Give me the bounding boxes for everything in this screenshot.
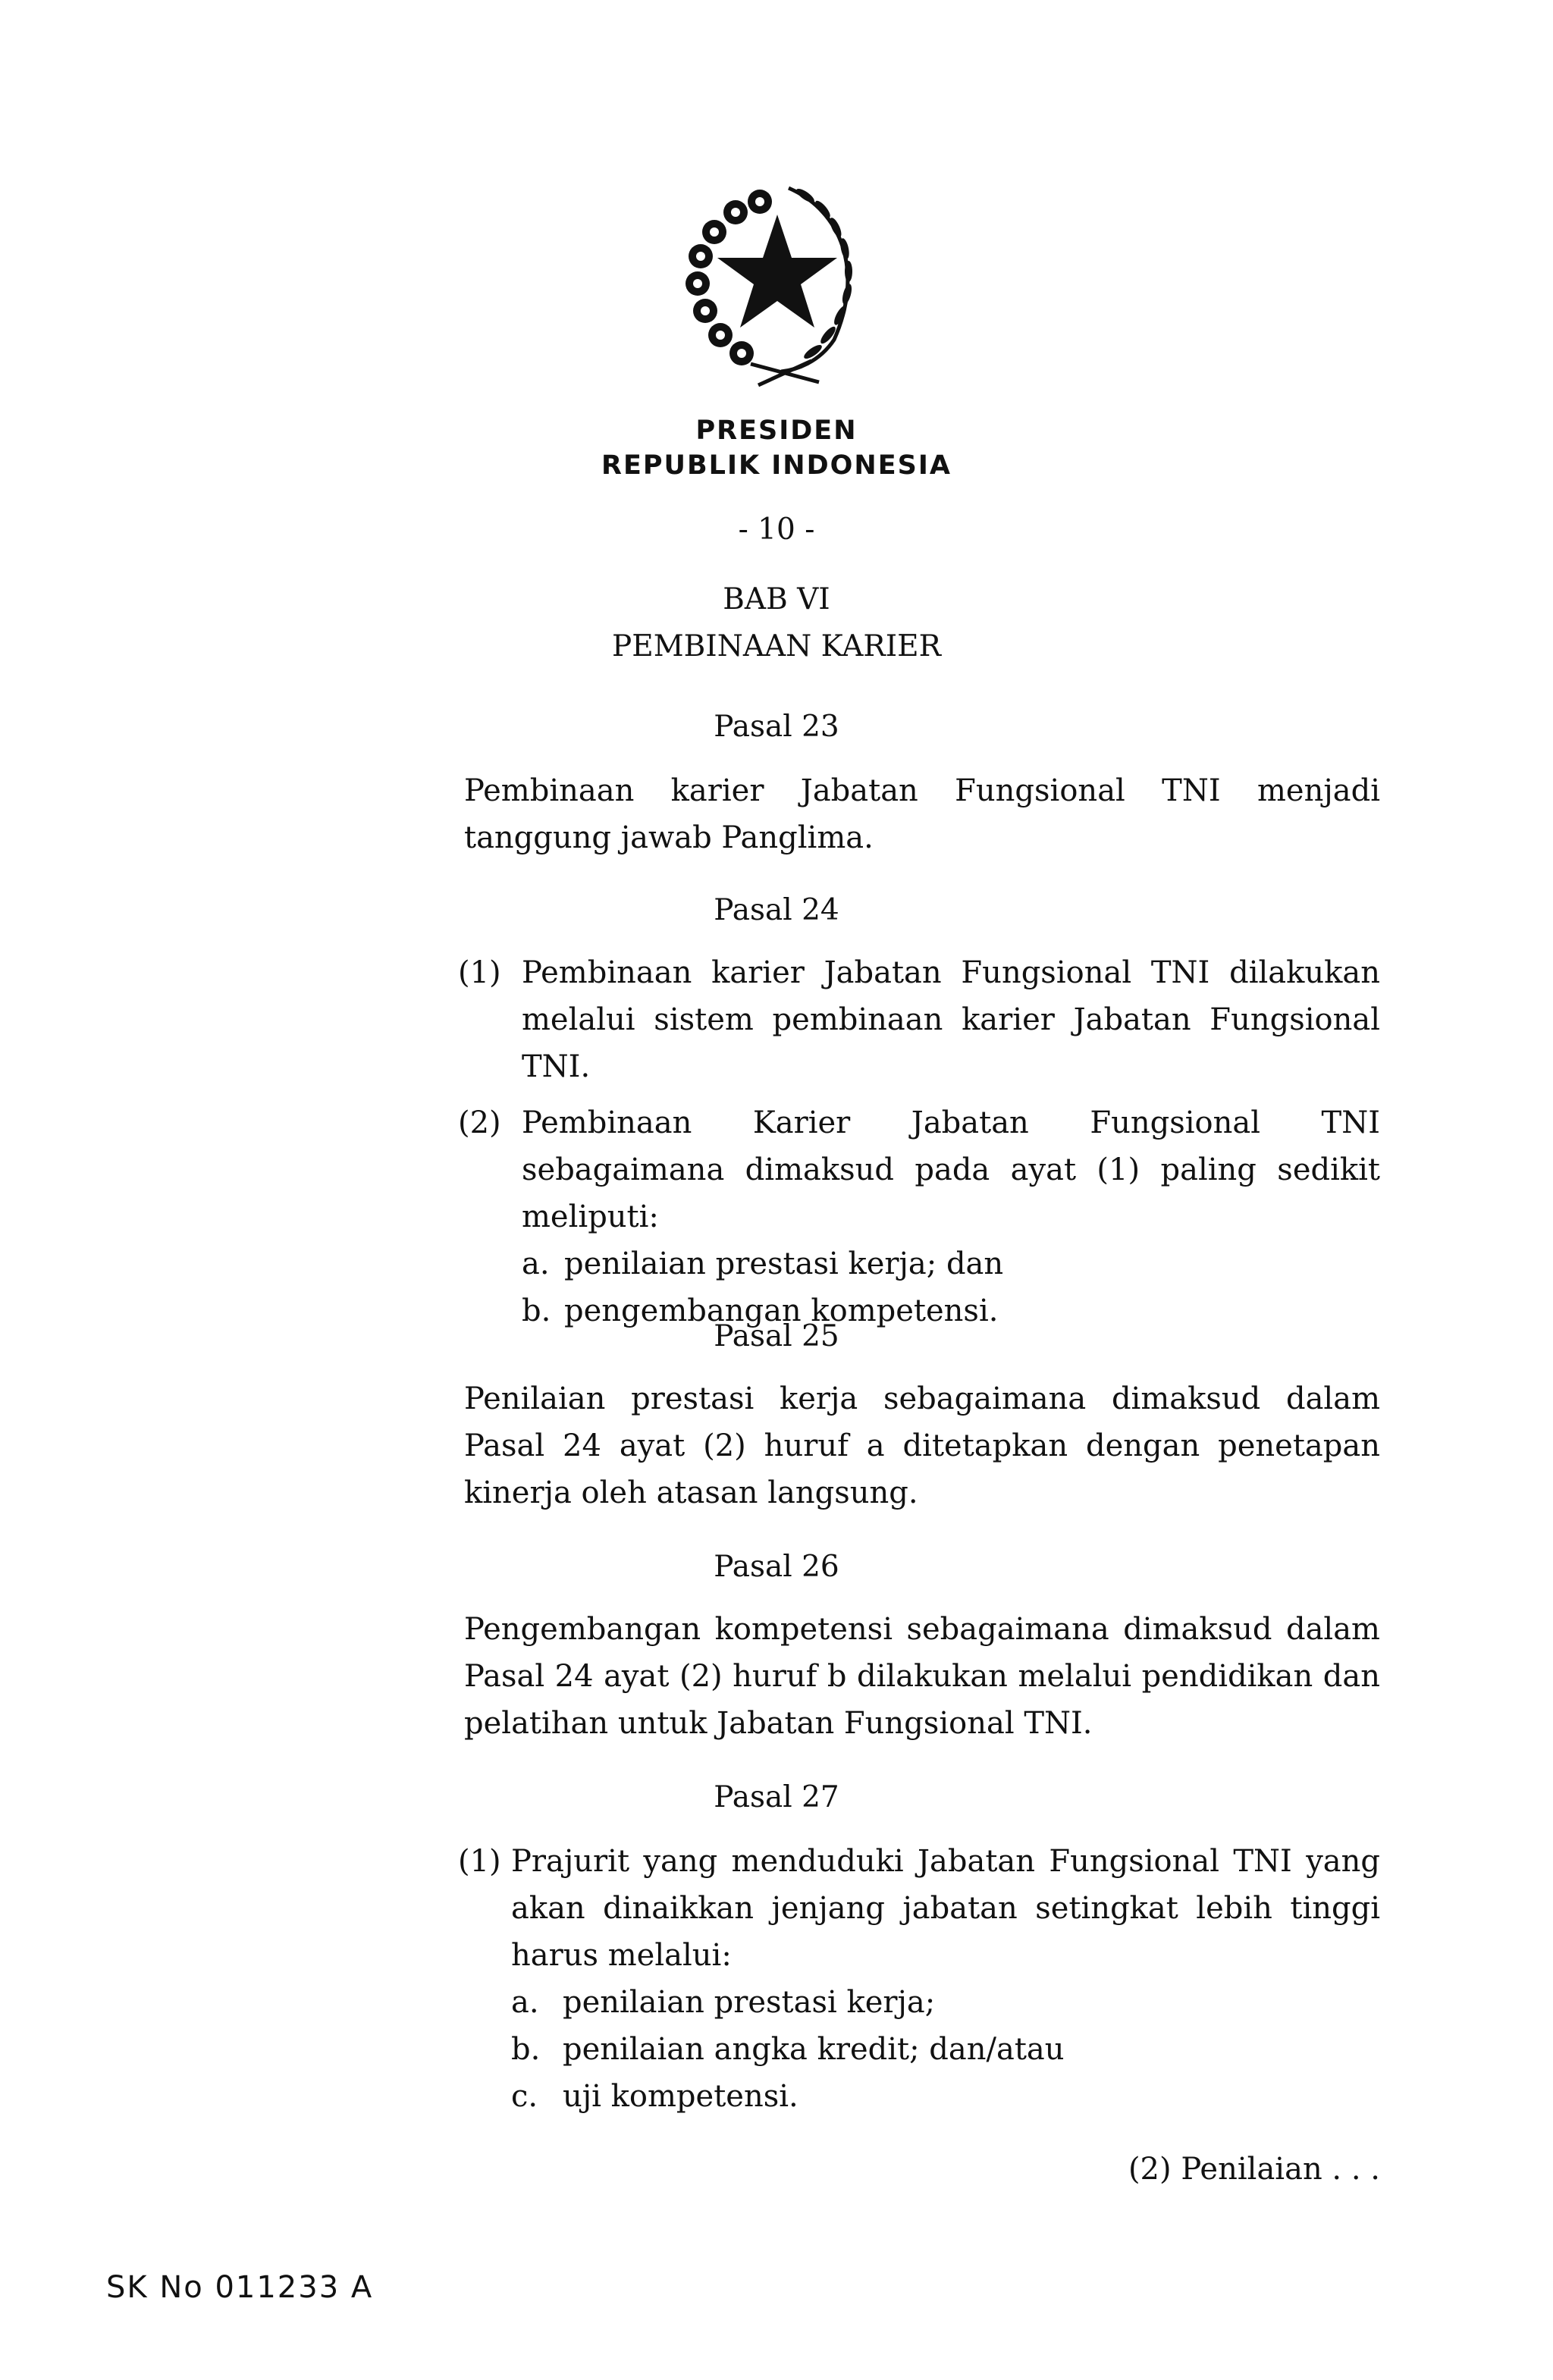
sub-item-letter: a. <box>511 1985 539 2020</box>
pasal-24-items <box>458 949 1380 1334</box>
pasal-23-title: Pasal 23 <box>714 710 839 744</box>
chapter-title: PEMBINAAN KARIER <box>611 629 941 663</box>
continuation-text: (2) Penilaian . . . <box>1128 2152 1380 2187</box>
sub-item-text: uji kompetensi. <box>563 2079 798 2114</box>
item-text: Pembinaan karier Jabatan Fungsional TNI dilakukan melalui sistem pembinaan karier Jabatan Fungsional TNI. <box>522 955 1380 1084</box>
sub-item-text: pengembangan kompetensi. <box>564 1293 999 1328</box>
item-body <box>511 1838 1380 2120</box>
item-body <box>522 1099 1380 1334</box>
item-text: Prajurit yang menduduki Jabatan Fungsional TNI yang akan dinaikkan jenjang jabatan setingkat lebih tinggi harus melalui: <box>511 1844 1380 1973</box>
item-number: (1) <box>458 1844 501 1879</box>
pasal-26-text: Pengembangan kompetensi sebagaimana dimaksud dalam Pasal 24 ayat (2) huruf b dilakukan melalui pendidikan dan pelatihan untuk Jabatan Fungsional TNI. <box>464 1612 1380 1741</box>
item-number: (1) <box>458 955 501 990</box>
pasal-25-text: Penilaian prestasi kerja sebagaimana dimaksud dalam Pasal 24 ayat (2) huruf a ditetapkan dengan penetapan kinerja oleh atasan langsung. <box>464 1381 1380 1510</box>
sub-item-text: penilaian angka kredit; dan/atau <box>563 2032 1065 2067</box>
sub-item-letter: b. <box>522 1293 551 1328</box>
page-number: - 10 - <box>738 513 815 547</box>
sub-item <box>511 1979 1380 2026</box>
sub-item-letter: c. <box>511 2079 538 2114</box>
header-republic: REPUBLIK INDONESIA <box>601 450 952 481</box>
sub-item <box>522 1240 1380 1287</box>
pasal-26-title: Pasal 26 <box>714 1550 839 1584</box>
item-number: (2) <box>458 1105 501 1140</box>
item-text: Pembinaan Karier Jabatan Fungsional TNI sebagaimana dimaksud pada ayat (1) paling sedikit meliputi: <box>522 1105 1380 1234</box>
sub-item-text: penilaian prestasi kerja; dan <box>564 1246 1004 1281</box>
chapter-number: BAB VI <box>723 582 830 616</box>
document-code: SK No 011233 A <box>106 2270 374 2305</box>
sub-item-text: penilaian prestasi kerja; <box>563 1985 936 2020</box>
pasal-25-title: Pasal 25 <box>714 1319 839 1353</box>
garuda-star-emblem-icon <box>667 165 887 393</box>
pasal-27-title: Pasal 27 <box>714 1780 839 1814</box>
pasal-27-items <box>458 1838 1380 2120</box>
list-item <box>458 1838 1380 2120</box>
pasal-23-text: Pembinaan karier Jabatan Fungsional TNI menjadi tanggung jawab Panglima. <box>464 773 1380 855</box>
pasal-24-title: Pasal 24 <box>714 893 839 927</box>
sub-item-letter: a. <box>522 1246 550 1281</box>
list-item <box>458 949 1380 1090</box>
list-item <box>458 1099 1380 1334</box>
sub-item <box>511 2026 1380 2073</box>
sub-item-letter: b. <box>511 2032 541 2067</box>
header-president: PRESIDEN <box>695 415 858 446</box>
sub-item <box>511 2073 1380 2120</box>
